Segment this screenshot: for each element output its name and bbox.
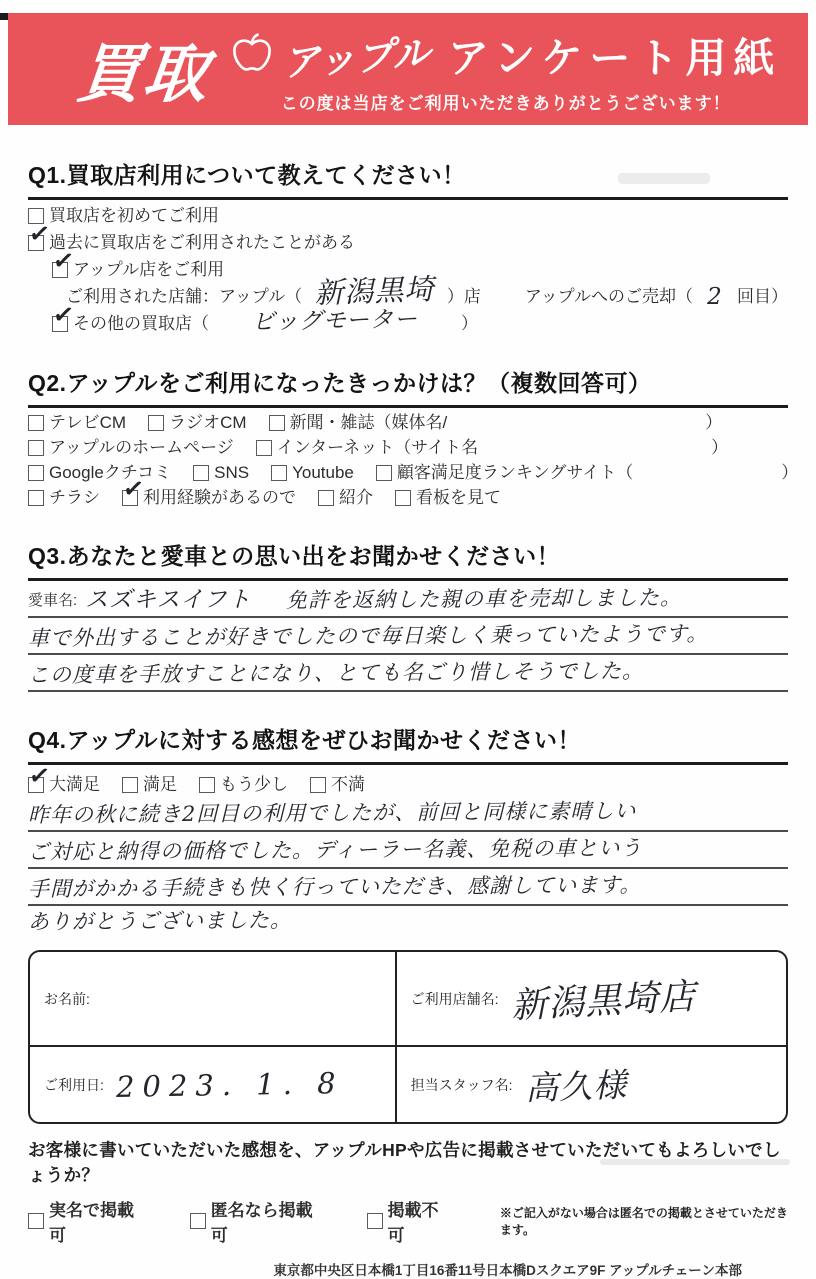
paren-close: ） <box>781 463 799 482</box>
q4-line-2 <box>28 832 788 869</box>
checkbox-icon[interactable] <box>28 490 44 506</box>
company-address: 東京都中央区日本橋1丁目16番11号日本橋Dスクエア9F アップルチェーン本部 <box>273 1263 742 1278</box>
q3-line-1 <box>28 581 788 618</box>
q3-line-3 <box>28 655 788 692</box>
name-label: お名前: <box>44 990 90 1007</box>
sale-count-label: アップルへのご売却（ <box>524 287 693 306</box>
q4-handwriting: ご対応と納得の価格でした。ディーラー名義、免税の車という <box>27 835 643 865</box>
q4-handwriting: ありがとうございました。 <box>27 908 293 934</box>
staff-name-label: 担当スタッフ名: <box>410 1076 513 1093</box>
q3-handwriting: 免許を返納した親の車を売却しました。 <box>285 585 682 613</box>
section-q4 <box>0 722 816 938</box>
option-label: もう少し <box>220 775 288 794</box>
checkbox-icon[interactable] <box>28 415 44 431</box>
check-icon: ✓ <box>51 299 76 331</box>
kaitori-logo: 買取 <box>73 38 214 110</box>
checkbox-icon[interactable] <box>28 1213 44 1229</box>
option-label: 過去に買取店をご利用されたことがある <box>49 233 355 252</box>
option-label: アップル店をご利用 <box>73 260 225 279</box>
option-label: 掲載不可 <box>387 1201 439 1245</box>
header-banner <box>8 13 808 125</box>
q4-option-almost <box>199 774 288 795</box>
q2-option-past-experience <box>121 473 296 508</box>
staff-name-handwriting: 高久様 <box>523 1065 628 1108</box>
apple-logo-text: アップル <box>281 32 432 85</box>
checkbox-icon[interactable] <box>28 440 44 456</box>
section-q3 <box>0 538 816 692</box>
checkbox-icon[interactable] <box>310 777 326 793</box>
section-q2 <box>0 365 816 508</box>
check-icon: ✓ <box>27 218 52 250</box>
checkbox-icon[interactable] <box>28 465 44 481</box>
option-anonymous-ok <box>190 1196 315 1246</box>
visit-date-label: ご利用日: <box>44 1076 104 1093</box>
publish-options-row <box>28 1196 788 1246</box>
cell-date <box>30 1047 397 1122</box>
sale-count-suffix: 回目） <box>737 287 788 306</box>
visit-date-handwriting: 2023. 1. 8 <box>115 1065 344 1104</box>
car-name-handwriting: スズキスイフト <box>85 587 252 613</box>
option-label: 顧客満足度ランキングサイト（ <box>396 463 634 482</box>
store-used-handwriting: 新潟黒埼店 <box>509 976 697 1027</box>
q2-row-1 <box>28 412 788 433</box>
q4-option-very-satisfied <box>27 760 100 795</box>
paren-close: ） <box>711 438 729 457</box>
q2-option-sns <box>193 462 249 483</box>
q4-line-4 <box>28 906 788 938</box>
car-name-label: 愛車名: <box>28 592 78 609</box>
q1-heading: Q1.買取店利用について教えてください！ <box>28 157 788 200</box>
option-label: 看板を見て <box>416 488 501 507</box>
store-field-suffix: ）店 <box>446 287 481 306</box>
q4-line-1 <box>28 795 788 832</box>
store-name-handwriting: 新潟黒埼 <box>313 271 436 311</box>
sale-count-handwriting: 2 <box>707 284 723 310</box>
checkbox-icon[interactable] <box>256 440 272 456</box>
q2-option-ranking-site <box>376 462 798 483</box>
option-label: 買取店を初めてご利用 <box>49 206 219 225</box>
q2-option-signboard <box>395 487 501 508</box>
option-label: Youtube <box>292 463 354 482</box>
checkbox-icon[interactable] <box>318 490 334 506</box>
option-label: 新聞・雑誌（媒体名/ <box>289 413 448 432</box>
option-label: 実名で掲載可 <box>49 1201 134 1245</box>
q2-option-newspaper <box>269 412 723 433</box>
option-label: ラジオCM <box>169 413 247 432</box>
q4-rating-row <box>27 760 788 795</box>
q2-option-flyer <box>28 487 100 508</box>
store-field-label: ご利用された店舗：アップル（ <box>66 287 303 306</box>
option-label: インターネット（サイト名 <box>276 438 479 457</box>
q2-option-google-review <box>28 462 171 483</box>
checkbox-icon[interactable] <box>190 1213 206 1229</box>
option-label: 紹介 <box>339 488 373 507</box>
option-label: 不満 <box>331 775 365 794</box>
option-label: その他の買取店（ <box>73 314 209 333</box>
checkbox-icon[interactable] <box>148 415 164 431</box>
option-real-name-ok <box>28 1196 138 1246</box>
option-no-publish <box>367 1196 446 1246</box>
checkbox-icon[interactable] <box>27 760 52 793</box>
option-label: Googleクチコミ <box>49 463 172 482</box>
q4-handwriting: 昨年の秋に続き2回目の利用でしたが、前回と同様に素晴しい <box>27 798 637 828</box>
option-label: 満足 <box>143 775 177 794</box>
q2-option-internet <box>256 437 728 458</box>
option-label: 利用経験があるので <box>143 488 296 507</box>
q1-option-other-shop <box>51 299 788 336</box>
q2-row-2 <box>28 437 788 458</box>
checkbox-icon[interactable] <box>395 490 411 506</box>
check-icon: ✓ <box>51 245 76 277</box>
publish-note: ※ご記入がない場合は匿名での掲載とさせていただきます。 <box>499 1206 788 1237</box>
q4-option-satisfied <box>122 774 177 795</box>
form-title: アンケート用紙 <box>447 34 782 81</box>
checkbox-icon[interactable] <box>51 299 76 332</box>
checkbox-icon[interactable] <box>271 465 287 481</box>
checkbox-icon[interactable] <box>199 777 215 793</box>
checkbox-icon[interactable] <box>27 218 52 251</box>
checkbox-icon[interactable] <box>121 473 146 506</box>
scan-artifact-smudge <box>618 173 710 184</box>
q4-heading: Q4.アップルに対する感想をぜひお聞かせください！ <box>28 722 788 765</box>
option-label: SNS <box>214 463 250 482</box>
cell-staff <box>397 1047 786 1122</box>
q1-store-line <box>66 271 788 311</box>
header-subtitle: この度は当店をご利用いただきありがとうございます！ <box>280 93 731 113</box>
q3-heading: Q3.あなたと愛車との思い出をお聞かせください！ <box>28 538 788 581</box>
q2-option-radio-cm <box>148 412 246 433</box>
cell-name <box>30 952 397 1047</box>
checkbox-icon[interactable] <box>122 777 138 793</box>
option-label: アップルのホームページ <box>49 438 234 457</box>
q2-option-referral <box>318 487 373 508</box>
paren-close: ） <box>705 413 723 432</box>
checkbox-icon[interactable] <box>376 465 392 481</box>
q4-line-3 <box>28 869 788 906</box>
q3-handwriting: 車で外出することが好きでしたので毎日楽しく乗っていたようです。 <box>27 621 709 651</box>
apple-logo-icon <box>230 32 274 76</box>
option-label: チラシ <box>49 488 100 507</box>
option-label: 匿名なら掲載可 <box>210 1201 313 1245</box>
q4-option-dissatisfied <box>310 774 365 795</box>
checkbox-icon[interactable] <box>193 465 209 481</box>
q1-option-first-use <box>28 205 788 227</box>
check-icon: ✓ <box>27 760 52 791</box>
option-label: 大満足 <box>49 775 100 794</box>
other-shop-handwriting: ビッグモーター <box>251 306 419 336</box>
q4-handwriting: 手間がかかる手続きも快く行っていただき、感謝しています。 <box>27 872 642 902</box>
publish-question: お客様に書いていただいた感想を、アップルHPや広告に掲載させていただいてもよろしいでしょうか？ <box>28 1140 781 1185</box>
customer-info-table <box>28 950 788 1124</box>
check-icon: ✓ <box>121 473 146 504</box>
checkbox-icon[interactable] <box>269 415 285 431</box>
checkbox-icon[interactable] <box>51 245 76 278</box>
q2-option-youtube <box>271 462 354 483</box>
cell-store <box>397 952 786 1047</box>
q2-option-homepage <box>28 437 234 458</box>
option-label: テレビCM <box>49 413 127 432</box>
q2-row-4 <box>28 473 788 508</box>
q3-line-2 <box>28 618 788 655</box>
q2-option-tv-cm <box>28 412 126 433</box>
store-used-label: ご利用店舗名: <box>410 990 499 1007</box>
checkbox-icon[interactable] <box>367 1213 383 1229</box>
paren-close: ） <box>461 314 478 333</box>
q3-handwriting: この度車を手放すことになり、とても名ごり惜しそうでした。 <box>27 658 645 688</box>
q1-option-used-before <box>27 218 788 254</box>
q2-heading: Q2.アップルをご利用になったきっかけは？（複数回答可） <box>28 365 788 408</box>
